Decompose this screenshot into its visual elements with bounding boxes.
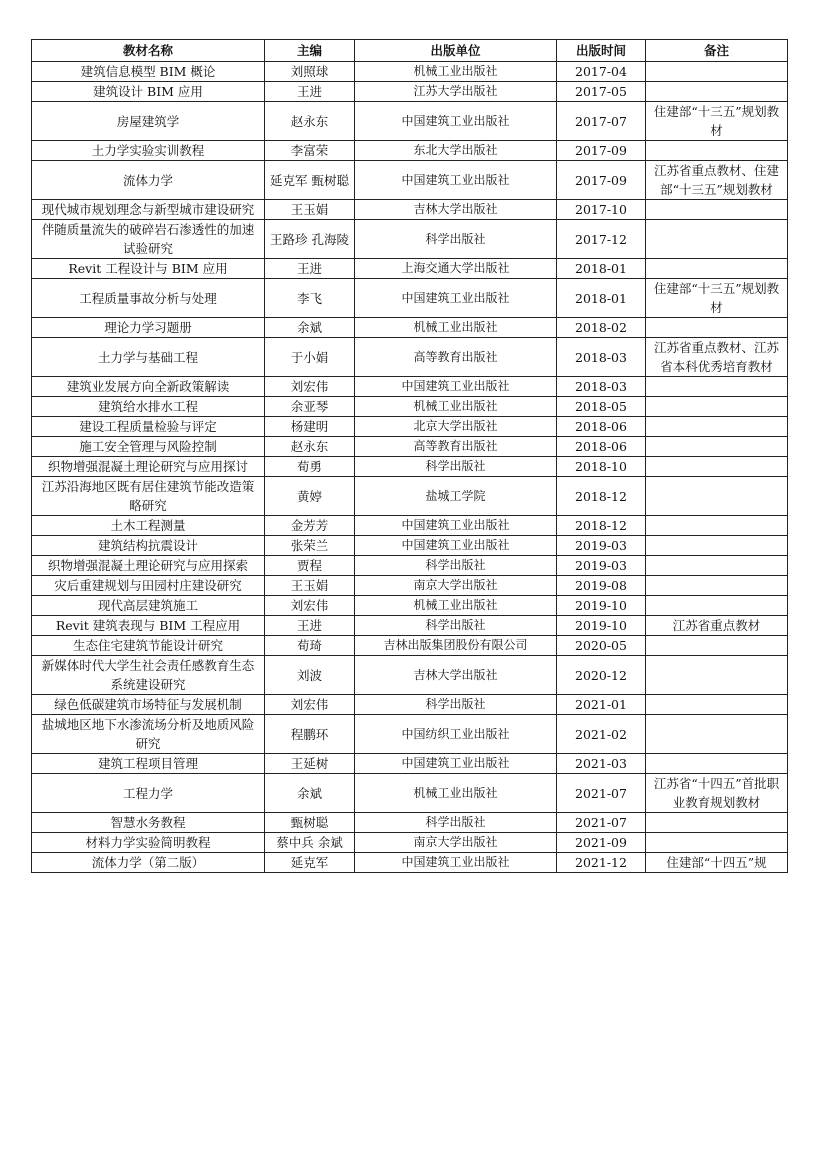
cell-remarks: 江苏省重点教材、住建部“十三五”规划教材 [646, 161, 788, 200]
cell-publisher: 机械工业出版社 [355, 596, 557, 616]
cell-publish-date: 2017-09 [557, 161, 646, 200]
table-body [32, 62, 788, 873]
cell-textbook-name: Revit 工程设计与 BIM 应用 [32, 259, 265, 279]
table-row [32, 259, 788, 279]
table-row [32, 338, 788, 377]
cell-editor: 延克军 [265, 853, 355, 873]
cell-editor: 王玉娟 [265, 200, 355, 220]
cell-publisher: 科学出版社 [355, 457, 557, 477]
cell-publish-date: 2019-10 [557, 616, 646, 636]
cell-remarks [646, 318, 788, 338]
header-remarks: 备注 [646, 40, 788, 62]
cell-remarks [646, 754, 788, 774]
textbook-table [31, 39, 788, 873]
cell-editor: 王进 [265, 82, 355, 102]
table-row [32, 102, 788, 141]
cell-editor: 王进 [265, 259, 355, 279]
cell-editor: 刘宏伟 [265, 596, 355, 616]
cell-remarks [646, 576, 788, 596]
cell-remarks: 江苏省重点教材、江苏省本科优秀培育教材 [646, 338, 788, 377]
cell-editor: 李富荣 [265, 141, 355, 161]
table-row [32, 754, 788, 774]
cell-textbook-name: 织物增强混凝土理论研究与应用探索 [32, 556, 265, 576]
cell-publish-date: 2018-01 [557, 259, 646, 279]
cell-remarks [646, 833, 788, 853]
cell-publish-date: 2021-07 [557, 813, 646, 833]
cell-publisher: 盐城工学院 [355, 477, 557, 516]
cell-publish-date: 2021-02 [557, 715, 646, 754]
table-row [32, 200, 788, 220]
table-row [32, 636, 788, 656]
cell-publish-date: 2017-10 [557, 200, 646, 220]
cell-editor: 荀勇 [265, 457, 355, 477]
cell-remarks: 江苏省“十四五”首批职业教育规划教材 [646, 774, 788, 813]
table-row [32, 318, 788, 338]
cell-editor: 于小娟 [265, 338, 355, 377]
cell-editor: 余亚琴 [265, 397, 355, 417]
cell-editor: 李飞 [265, 279, 355, 318]
table-row [32, 596, 788, 616]
table-row [32, 695, 788, 715]
cell-textbook-name: 建筑给水排水工程 [32, 397, 265, 417]
cell-remarks [646, 377, 788, 397]
cell-publisher: 中国建筑工业出版社 [355, 102, 557, 141]
cell-editor: 延克军 甄树聪 [265, 161, 355, 200]
cell-textbook-name: 新媒体时代大学生社会责任感教育生态系统建设研究 [32, 656, 265, 695]
cell-publish-date: 2017-12 [557, 220, 646, 259]
cell-textbook-name: 生态住宅建筑节能设计研究 [32, 636, 265, 656]
cell-remarks [646, 596, 788, 616]
cell-textbook-name: 土力学与基础工程 [32, 338, 265, 377]
header-editor: 主编 [265, 40, 355, 62]
cell-editor: 刘宏伟 [265, 377, 355, 397]
cell-publisher: 中国建筑工业出版社 [355, 161, 557, 200]
cell-textbook-name: 工程力学 [32, 774, 265, 813]
cell-publish-date: 2018-02 [557, 318, 646, 338]
table-row [32, 853, 788, 873]
cell-textbook-name: 施工安全管理与风险控制 [32, 437, 265, 457]
cell-textbook-name: 流体力学（第二版） [32, 853, 265, 873]
cell-textbook-name: 灾后重建规划与田园村庄建设研究 [32, 576, 265, 596]
cell-publish-date: 2020-05 [557, 636, 646, 656]
cell-publish-date: 2019-03 [557, 556, 646, 576]
cell-remarks [646, 259, 788, 279]
table-row [32, 279, 788, 318]
cell-publisher: 中国建筑工业出版社 [355, 279, 557, 318]
cell-editor: 荀琦 [265, 636, 355, 656]
cell-publisher: 上海交通大学出版社 [355, 259, 557, 279]
cell-remarks [646, 457, 788, 477]
cell-remarks [646, 715, 788, 754]
cell-publisher: 北京大学出版社 [355, 417, 557, 437]
cell-editor: 刘波 [265, 656, 355, 695]
cell-publish-date: 2021-12 [557, 853, 646, 873]
cell-editor: 蔡中兵 余斌 [265, 833, 355, 853]
cell-textbook-name: Revit 建筑表现与 BIM 工程应用 [32, 616, 265, 636]
cell-editor: 王进 [265, 616, 355, 636]
table-row [32, 536, 788, 556]
header-textbook-name: 教材名称 [32, 40, 265, 62]
cell-publish-date: 2021-07 [557, 774, 646, 813]
cell-publisher: 中国纺织工业出版社 [355, 715, 557, 754]
cell-publisher: 吉林大学出版社 [355, 200, 557, 220]
cell-publish-date: 2018-06 [557, 417, 646, 437]
cell-remarks [646, 397, 788, 417]
cell-publisher: 机械工业出版社 [355, 62, 557, 82]
cell-editor: 赵永东 [265, 437, 355, 457]
cell-publish-date: 2017-07 [557, 102, 646, 141]
table-row [32, 417, 788, 437]
cell-textbook-name: 建筑结构抗震设计 [32, 536, 265, 556]
cell-editor: 余斌 [265, 774, 355, 813]
cell-remarks [646, 516, 788, 536]
table-row [32, 616, 788, 636]
cell-textbook-name: 建筑业发展方向全新政策解读 [32, 377, 265, 397]
cell-textbook-name: 江苏沿海地区既有居住建筑节能改造策略研究 [32, 477, 265, 516]
cell-remarks [646, 536, 788, 556]
cell-publish-date: 2019-08 [557, 576, 646, 596]
cell-editor: 杨建明 [265, 417, 355, 437]
cell-remarks: 住建部“十三五”规划教材 [646, 102, 788, 141]
cell-publish-date: 2018-12 [557, 516, 646, 536]
cell-publisher: 科学出版社 [355, 616, 557, 636]
cell-textbook-name: 现代高层建筑施工 [32, 596, 265, 616]
cell-textbook-name: 建筑工程项目管理 [32, 754, 265, 774]
cell-remarks [646, 656, 788, 695]
cell-publisher: 南京大学出版社 [355, 833, 557, 853]
cell-remarks [646, 220, 788, 259]
header-publisher: 出版单位 [355, 40, 557, 62]
table-row [32, 141, 788, 161]
cell-remarks [646, 82, 788, 102]
cell-publisher: 东北大学出版社 [355, 141, 557, 161]
cell-editor: 王延树 [265, 754, 355, 774]
cell-remarks [646, 695, 788, 715]
cell-publish-date: 2018-10 [557, 457, 646, 477]
cell-remarks: 江苏省重点教材 [646, 616, 788, 636]
cell-editor: 王玉娟 [265, 576, 355, 596]
table-row [32, 377, 788, 397]
cell-remarks [646, 477, 788, 516]
header-publish-date: 出版时间 [557, 40, 646, 62]
cell-editor: 贾程 [265, 556, 355, 576]
cell-publish-date: 2020-12 [557, 656, 646, 695]
cell-publish-date: 2018-05 [557, 397, 646, 417]
cell-editor: 王路珍 孔海陵 [265, 220, 355, 259]
cell-editor: 程鹏环 [265, 715, 355, 754]
cell-textbook-name: 现代城市规划理念与新型城市建设研究 [32, 200, 265, 220]
cell-editor: 黄婷 [265, 477, 355, 516]
cell-editor: 余斌 [265, 318, 355, 338]
cell-publisher: 中国建筑工业出版社 [355, 853, 557, 873]
cell-textbook-name: 织物增强混凝土理论研究与应用探讨 [32, 457, 265, 477]
cell-editor: 刘宏伟 [265, 695, 355, 715]
cell-textbook-name: 材料力学实验简明教程 [32, 833, 265, 853]
cell-remarks [646, 636, 788, 656]
table-row [32, 437, 788, 457]
cell-remarks [646, 62, 788, 82]
cell-editor: 刘照球 [265, 62, 355, 82]
cell-remarks: 住建部“十四五”规 [646, 853, 788, 873]
table-row [32, 477, 788, 516]
cell-publish-date: 2021-01 [557, 695, 646, 715]
cell-publisher: 科学出版社 [355, 695, 557, 715]
table-row [32, 62, 788, 82]
table-row [32, 656, 788, 695]
cell-textbook-name: 工程质量事故分析与处理 [32, 279, 265, 318]
cell-remarks [646, 813, 788, 833]
cell-publish-date: 2018-03 [557, 377, 646, 397]
table-row [32, 161, 788, 200]
cell-publisher: 中国建筑工业出版社 [355, 516, 557, 536]
table-row [32, 397, 788, 417]
cell-textbook-name: 智慧水务教程 [32, 813, 265, 833]
cell-publish-date: 2019-10 [557, 596, 646, 616]
cell-publisher: 高等教育出版社 [355, 437, 557, 457]
table-row [32, 576, 788, 596]
cell-remarks [646, 417, 788, 437]
cell-publisher: 机械工业出版社 [355, 774, 557, 813]
cell-publisher: 江苏大学出版社 [355, 82, 557, 102]
cell-editor: 甄树聪 [265, 813, 355, 833]
cell-textbook-name: 土力学实验实训教程 [32, 141, 265, 161]
cell-publisher: 科学出版社 [355, 220, 557, 259]
cell-publisher: 中国建筑工业出版社 [355, 536, 557, 556]
cell-editor: 赵永东 [265, 102, 355, 141]
cell-publish-date: 2018-03 [557, 338, 646, 377]
cell-publisher: 吉林大学出版社 [355, 656, 557, 695]
cell-publish-date: 2019-03 [557, 536, 646, 556]
cell-textbook-name: 绿色低碳建筑市场特征与发展机制 [32, 695, 265, 715]
cell-textbook-name: 理论力学习题册 [32, 318, 265, 338]
cell-remarks: 住建部“十三五”规划教材 [646, 279, 788, 318]
cell-textbook-name: 建设工程质量检验与评定 [32, 417, 265, 437]
table-row [32, 833, 788, 853]
table-row [32, 82, 788, 102]
cell-remarks [646, 556, 788, 576]
table-row [32, 774, 788, 813]
cell-textbook-name: 流体力学 [32, 161, 265, 200]
cell-textbook-name: 建筑设计 BIM 应用 [32, 82, 265, 102]
cell-textbook-name: 建筑信息模型 BIM 概论 [32, 62, 265, 82]
cell-publisher: 机械工业出版社 [355, 397, 557, 417]
cell-publish-date: 2017-04 [557, 62, 646, 82]
cell-editor: 张荣兰 [265, 536, 355, 556]
cell-remarks [646, 141, 788, 161]
cell-remarks [646, 437, 788, 457]
table-row [32, 556, 788, 576]
cell-textbook-name: 盐城地区地下水渗流场分析及地质风险研究 [32, 715, 265, 754]
table-row [32, 715, 788, 754]
cell-publisher: 南京大学出版社 [355, 576, 557, 596]
cell-publisher: 高等教育出版社 [355, 338, 557, 377]
cell-publish-date: 2018-01 [557, 279, 646, 318]
table-row [32, 457, 788, 477]
cell-textbook-name: 土木工程测量 [32, 516, 265, 536]
cell-publisher: 机械工业出版社 [355, 318, 557, 338]
cell-editor: 金芳芳 [265, 516, 355, 536]
cell-publisher: 科学出版社 [355, 556, 557, 576]
table-header-row [32, 40, 788, 62]
cell-publish-date: 2017-05 [557, 82, 646, 102]
cell-publisher: 科学出版社 [355, 813, 557, 833]
cell-publisher: 中国建筑工业出版社 [355, 754, 557, 774]
cell-textbook-name: 房屋建筑学 [32, 102, 265, 141]
cell-publisher: 中国建筑工业出版社 [355, 377, 557, 397]
cell-publish-date: 2021-09 [557, 833, 646, 853]
cell-publish-date: 2021-03 [557, 754, 646, 774]
table-row [32, 516, 788, 536]
cell-textbook-name: 伴随质量流失的破碎岩石渗透性的加速试验研究 [32, 220, 265, 259]
cell-remarks [646, 200, 788, 220]
table-row [32, 813, 788, 833]
table-row [32, 220, 788, 259]
cell-publish-date: 2018-06 [557, 437, 646, 457]
cell-publish-date: 2018-12 [557, 477, 646, 516]
cell-publish-date: 2017-09 [557, 141, 646, 161]
cell-publisher: 吉林出版集团股份有限公司 [355, 636, 557, 656]
